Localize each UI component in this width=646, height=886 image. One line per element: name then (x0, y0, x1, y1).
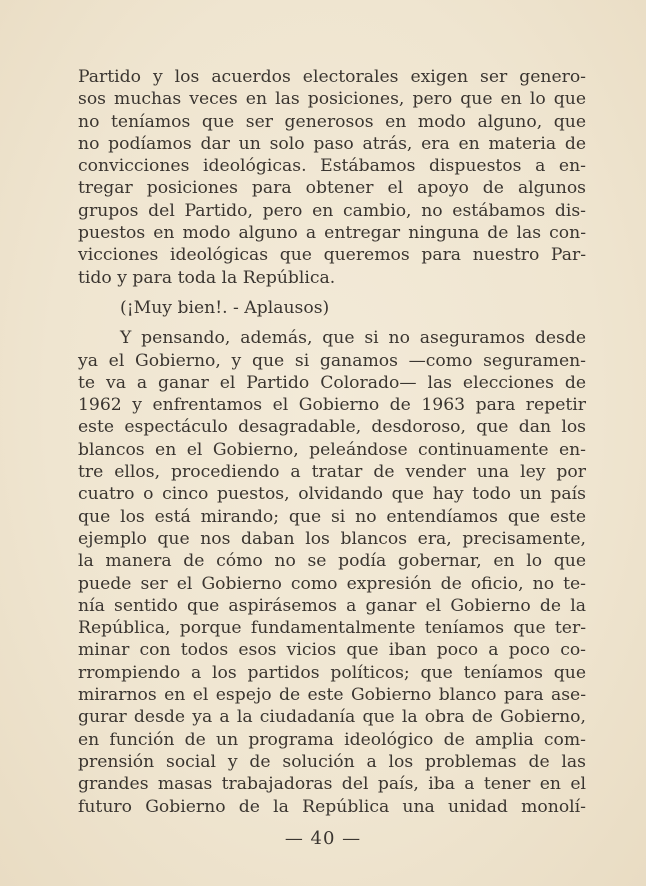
text-line: blancos en el Gobierno, peleándose continuamente en- (78, 439, 586, 460)
text-line: no teníamos que ser generosos en modo alguno, que (78, 111, 586, 132)
text-line: gurar desde ya a la ciudadanía que la obra de Gobierno, (78, 707, 586, 728)
text-line: puede ser el Gobierno como expresión de oficio, no te- (78, 573, 586, 594)
text-line: minar con todos esos vicios que iban poco a poco co- (78, 640, 586, 661)
text-line: Partido y los acuerdos electorales exigen ser genero- (78, 67, 586, 87)
text-line: tre ellos, procediendo a tratar de vender una ley por (78, 462, 586, 483)
page-body-text (78, 66, 586, 818)
text-line: en función de un programa ideológico de amplia com- (78, 729, 586, 750)
text-line: ejemplo que nos daban los blancos era, precisamente, (78, 528, 586, 549)
text-line: tido y para toda la República. (78, 267, 336, 288)
text-line: futuro Gobierno de la República una unidad monolí- (78, 796, 586, 817)
text-line: rrompiendo a los partidos políticos; que teníamos que (78, 662, 586, 683)
applause-note: (¡Muy bien!. - Aplausos) (120, 297, 330, 318)
text-line: República, porque fundamentalmente teníamos que ter- (78, 618, 586, 639)
text-line: te va a ganar el Partido Colorado— las elecciones de (78, 372, 586, 393)
paragraph-1 (78, 66, 586, 289)
text-line: la manera de cómo no se podía gobernar, en lo que (78, 551, 586, 572)
text-line: Y pensando, además, que si no aseguramos desde (120, 328, 586, 349)
text-line: este espectáculo desagradable, desdoroso, que dan los (78, 417, 586, 438)
paragraph-2 (78, 327, 586, 818)
text-line: que los está mirando; que si no entendíamos que este (78, 506, 586, 527)
text-line: tregar posiciones para obtener el apoyo de algunos (78, 178, 586, 199)
text-line: grandes masas trabajadoras del país, iba a tener en el (78, 774, 586, 795)
text-line: sos muchas veces en las posiciones, pero que en lo que (78, 89, 586, 110)
text-line: 1962 y enfrentamos el Gobierno de 1963 para repetir (78, 395, 586, 416)
text-line: ya el Gobierno, y que si ganamos —como seguramen- (78, 350, 586, 371)
text-line: nía sentido que aspirásemos a ganar el Gobierno de la (78, 595, 586, 616)
text-line: mirarnos en el espejo de este Gobierno blanco para ase- (78, 685, 586, 706)
page-number: — 40 — (284, 828, 362, 849)
text-line: cuatro o cinco puestos, olvidando que hay todo un país (78, 484, 586, 505)
text-line: grupos del Partido, pero en cambio, no estábamos dis- (78, 200, 586, 221)
text-line: convicciones ideológicas. Estábamos dispuestos a en- (78, 156, 586, 177)
text-line: puestos en modo alguno a entregar ninguna de las con- (78, 223, 586, 244)
text-line: no podíamos dar un solo paso atrás, era en materia de (78, 133, 586, 154)
text-line: vicciones ideológicas que queremos para nuestro Par- (78, 245, 586, 266)
text-line: prensión social y de solución a los problemas de las (78, 751, 586, 772)
